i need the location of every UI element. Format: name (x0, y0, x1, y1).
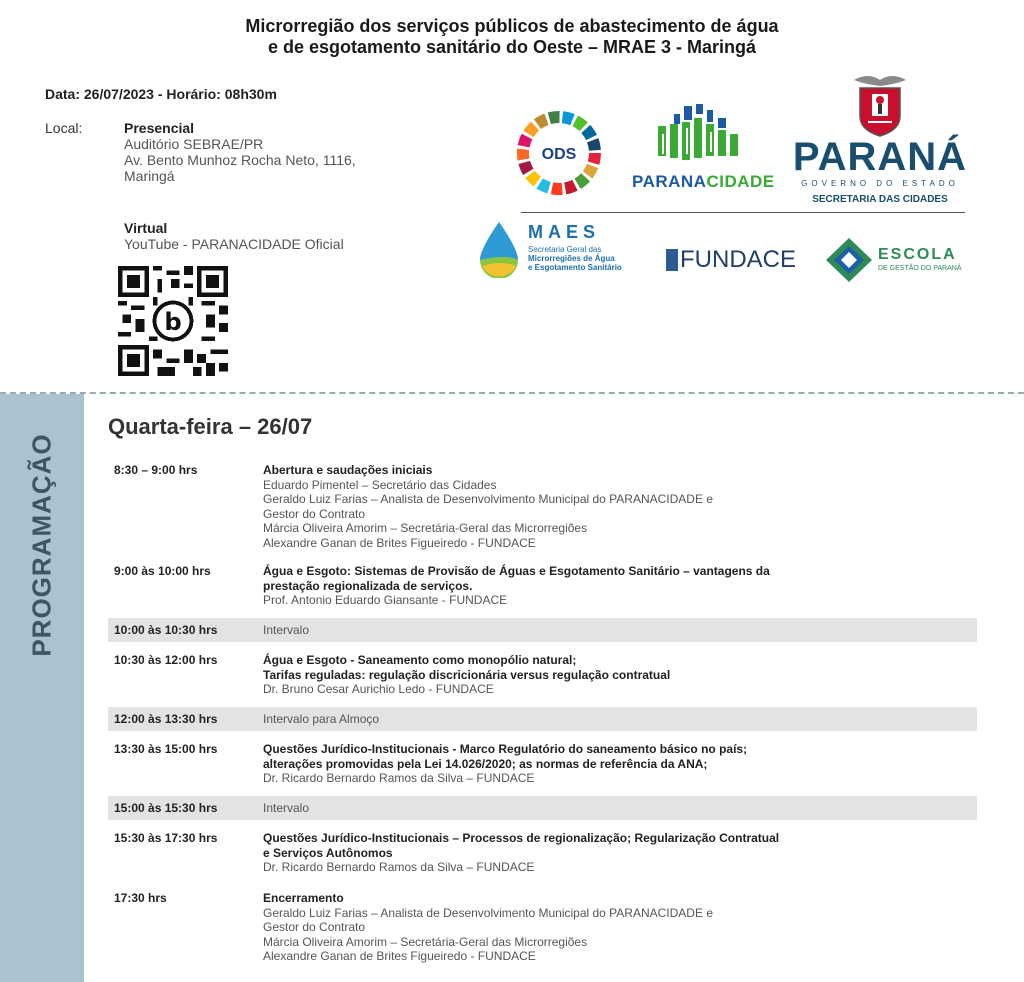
schedule-time: 10:00 às 10:30 hrs (114, 623, 218, 637)
paranacidade-mark (654, 104, 744, 164)
qr-code[interactable] (118, 266, 228, 376)
schedule-time: 12:00 às 13:30 hrs (114, 712, 218, 726)
water-drop-icon (476, 220, 522, 278)
parana-sec: SECRETARIA DAS CIDADES (812, 194, 948, 205)
escola-sub: DE GESTÃO DO PARANÁ (878, 265, 962, 272)
presencial-line: Maringá (124, 168, 175, 184)
schedule-time: 15:30 às 17:30 hrs (114, 831, 218, 845)
paranacidade-logo (630, 104, 775, 196)
presencial-line: Auditório SEBRAE/PR (124, 136, 264, 152)
schedule-row (108, 738, 977, 790)
paranacidade-text: PARANACIDADE (632, 172, 775, 191)
parana-coat-of-arms-icon (850, 72, 910, 138)
schedule-desc: Intervalo (263, 801, 310, 815)
maes-subtitle: Secretaria Geral das Microrregiões de Água e Esgotamento Sanitário (528, 245, 622, 272)
day-title: Quarta-feira – 26/07 (108, 414, 313, 439)
page-title (0, 16, 1024, 58)
schedule-desc: Água e Esgoto - Saneamento como monopólio natural; Tarifas reguladas: regulação discricionária versus regulação contratual Dr. Bruno Cesar Aurichio Ledo - FUNDACE (263, 653, 671, 696)
schedule-row (108, 459, 977, 551)
virtual-block (124, 220, 344, 252)
escola-logo (826, 236, 968, 284)
title-line-2: e de esgotamento sanitário do Oeste – MRAE 3 - Maringá (267, 37, 757, 57)
logos-divider (521, 212, 965, 213)
presencial-block (124, 120, 356, 184)
virtual-line: YouTube - PARANACIDADE Oficial (124, 236, 344, 252)
ods-text: ODS (541, 146, 577, 163)
schedule-desc: Abertura e saudações iniciais Eduardo Pimentel – Secretário das Cidades Geraldo Luiz Farias – Analista de Desenvolvimento Municipal do PARANACIDADE e Gestor do Contrato Márcia Oliveira Amorim – Secretária-Geral das Microrregiões Alexandre Ganan de Brites Figueiredo - FUNDACE (263, 463, 713, 550)
schedule-time: 9:00 às 10:00 hrs (114, 564, 211, 578)
presencial-title: Presencial (124, 120, 195, 136)
parana-logo (790, 72, 970, 208)
schedule-row (108, 827, 977, 879)
schedule-desc: Questões Jurídico-Institucionais – Processos de regionalização; Regularização Contratual e Serviços Autônomos Dr. Ricardo Bernardo Ramos da Silva – FUNDACE (263, 831, 780, 874)
schedule-row (108, 887, 977, 967)
event-date: Data: 26/07/2023 - Horário: 08h30m (45, 86, 277, 102)
schedule-time: 15:00 às 15:30 hrs (114, 801, 218, 815)
schedule-time: 17:30 hrs (114, 891, 167, 905)
maes-logo (476, 218, 636, 282)
parana-sub: GOVERNO DO ESTADO (801, 179, 959, 188)
location-label: Local: (45, 120, 83, 136)
schedule-row-break (108, 618, 977, 642)
schedule-time: 8:30 – 9:00 hrs (114, 463, 198, 477)
fundace-text: FUNDACE (680, 246, 797, 273)
maes-text: MAES (528, 222, 601, 242)
escola-mark-icon (826, 238, 872, 282)
svg-text:b: b (164, 308, 182, 337)
fundace-logo (666, 246, 796, 274)
virtual-title: Virtual (124, 220, 168, 236)
schedule-desc: Água e Esgoto: Sistemas de Provisão de Águas e Esgotamento Sanitário – vantagens da prestação regionalizada de serviços. Prof. Antonio Eduardo Giansante - FUNDACE (263, 564, 770, 607)
title-line-1: Microrregião dos serviços públicos de abastecimento de água (245, 16, 779, 36)
schedule-row (108, 649, 977, 701)
schedule-desc: Intervalo (263, 623, 310, 637)
escola-text: ESCOLA (878, 246, 957, 263)
schedule-row (108, 560, 977, 610)
schedule-time: 10:30 às 12:00 hrs (114, 653, 218, 667)
schedule-desc: Intervalo para Almoço (263, 712, 380, 726)
fundace-mark-icon (666, 249, 678, 271)
schedule-desc: Encerramento Geraldo Luiz Farias – Analista de Desenvolvimento Municipal do PARANACIDADE e Gestor do Contrato Márcia Oliveira Amorim – Secretária-Geral das Microrregiões Alexandre Ganan de Brites Figueiredo - FUNDACE (263, 891, 713, 963)
ods-logo (514, 108, 604, 198)
schedule-time: 13:30 às 15:00 hrs (114, 742, 218, 756)
parana-text: PARANÁ (792, 135, 968, 179)
presencial-line: Av. Bento Munhoz Rocha Neto, 1116, (124, 152, 356, 168)
schedule-row-break (108, 796, 977, 820)
schedule-row-break (108, 707, 977, 731)
schedule-desc: Questões Jurídico-Institucionais - Marco Regulatório do saneamento básico no país; alterações promovidas pela Lei 14.026/2020; as normas de referência da ANA; Dr. Ricardo Bernardo Ramos da Silva – FUNDACE (263, 742, 748, 785)
section-divider (0, 392, 1024, 394)
